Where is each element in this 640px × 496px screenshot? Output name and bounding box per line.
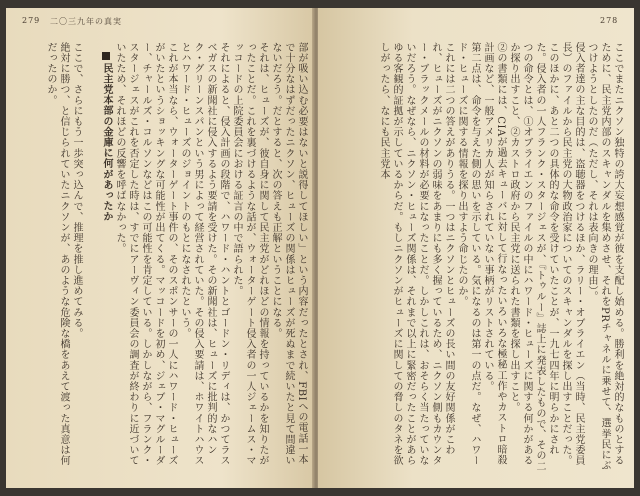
left-page: [6, 8, 314, 488]
paragraph: ここでまたニクソン独特の誇大妄想感覚が彼を支配し始める。勝利を絶対的なものとするために、民主党内部のスキャンダルを集めさせ、それをPRチャネルに乗せて、選挙民にぶつけようとしたのだ（ただし、それは表向きの理由）。: [586, 42, 623, 471]
paragraph: ここで、さらにもう一歩突っ込んで、推理を推し進めてみる。 絶対に勝つ、と信じられていたニクソンが、あのような危険な橋をあえて渡った真意は何だったのか。: [45, 42, 82, 466]
right-body-text: [324, 42, 624, 474]
section-heading-text: 民主党本部の金庫に何があったか: [101, 63, 112, 222]
page-number: 278: [600, 16, 619, 25]
left-body-text: [16, 42, 308, 474]
paragraph: ②の書類には、CIAが過去キューバに対して行なったいろいろな極秘工作やカストロ暗殺計画など、一般アメリカ人が知らされていない事柄がリストされている。 第二点は、命令を与えた側の思いを示している。気になるのは第一の点だ。なぜ、ハワード・ヒューズに関する情報を探り出すよう命じたのか。: [456, 42, 506, 466]
paragraph: 部が吸い込む必要はないと説得してほしい」という内容だったとされ、FBIへの電話一本で十分なはずだったニクソン、ヒューズの関係はヒューズが死ぬまで続いたと見て間違いないだろう。だとすると、次の答えも正解ということになる。 それは、ヒューズが、彼自身に関して民主党がどれほどの情報を持っているかを知りたがったことだ。これを裏づけるような話が、ウォーターゲート侵入者の一人ジェームス・マッコードの上院委員会における証言の中で語られた。: [231, 42, 307, 466]
paragraph: それによると、侵入計画の段階で、ハワード・ハントとゴードン・リディは、かつてラスベガスの新聞社に侵入するよう要請を受けた。その新聞社は、ヒューズに批判的なハンク・グリーンスパンという男によって経営されていた。その侵入要請は、ホワイトハウスとハワード・ヒューズのジョイントのもとになされたという。: [179, 42, 229, 466]
square-bullet-icon: [102, 52, 110, 60]
paragraph: これが本当なら、ウォーターゲート事件の、そのスポンサーの一人にハワード・ヒューズがいたというショッキングな可能性が出てくる。マッコードを初め、ジェブ・マグルーダー、チャールズ・コルソンなどはこの可能性を肯定している。しかしながら、フランク・スタージェスがこれを否定した時は、すでにアーヴィン委員会の調査が終わりに近づいていたため、それほどの反響を呼ばなかった。: [114, 42, 177, 466]
paragraph: これには二つの答えがありうる。一つはニクソンとヒューズの長い間の友好関係がこわれ、ヒューズがニクソンの弱味をあまりにも多く握っているため、ニクソン側もカウンター・ブラックメールの材料が必要になったことだ。しかしこれは、おそらく当たっていないだろう。なぜなら、ニクソン・ヒューズ関係は、それまで以上に緊密だったことがあらゆる客観的証拠が示しているからだ。もしニクソンがヒューズに関しての脅しのタネを欲しがったら、なにも民主党本: [378, 42, 454, 466]
page-number: 279: [22, 16, 41, 25]
running-title: 二〇三九年の真実: [50, 17, 122, 26]
section-heading: [96, 42, 113, 474]
paragraph: 侵入者達の主な目的は、盗聴器をつけるほか、ラリー・オブライエン（当時、民主党委員長）のファイルから民主党の大物政治家についてのスキャンダルを探し出すことだった。 このほかに、あと二つの具体的な命令を受けていたことが、一九七四年に明らかにされた。侵入者の一人フランク・スタージェスが、『トゥルー』誌上に発表したもので、その二つの命令とは、①オブライエンのファイルの中にハワード・ヒューズに関する何かがあるか探り出すこと、②カストロ政府から民主党に送られた書類を探し出すこと。: [508, 42, 584, 472]
right-page: [318, 8, 634, 488]
